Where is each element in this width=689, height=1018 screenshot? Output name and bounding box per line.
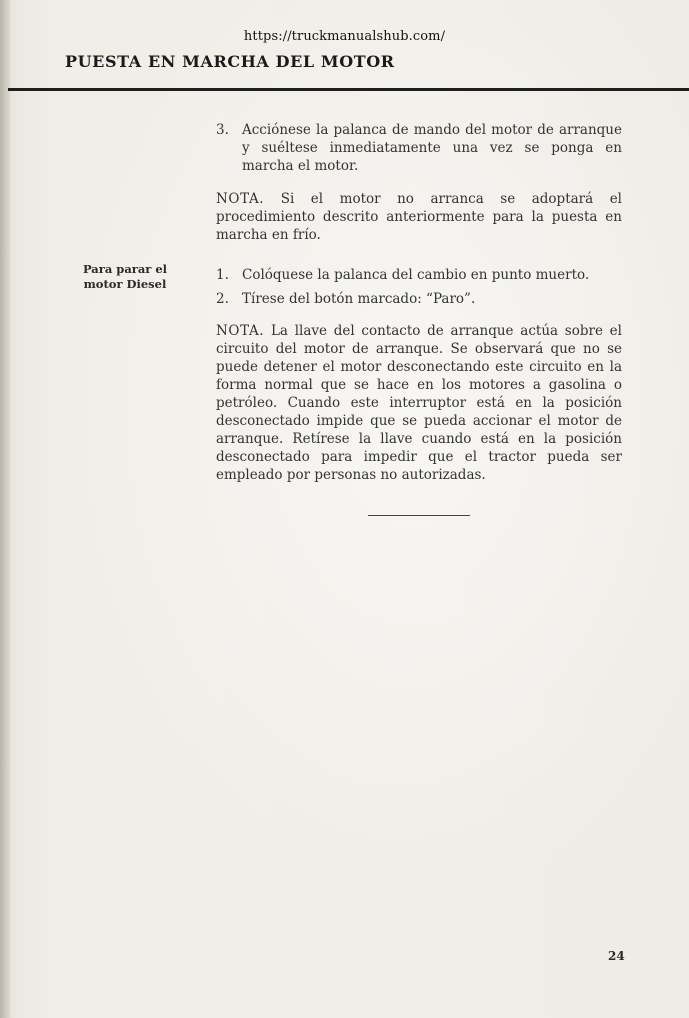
note-ignition-key xyxy=(216,322,622,484)
step-2 xyxy=(216,290,622,308)
note-label: NOTA. xyxy=(216,191,265,207)
header-rule xyxy=(8,88,689,91)
note-text: La llave del contacto de arranque actúa sobre el circuito del motor de arranque. Se observará que no se puede detener el motor desconectando este circuito en la forma normal que se hace en los motores a gasolina o petróleo. Cuando este interruptor está en la posición desconectado impide que se pueda accionar el motor de arranque. Retírese la llave cuando está en la posición desconectado para impedir que el tractor pueda ser empleado por personas no autorizadas. xyxy=(216,323,622,483)
source-url[interactable]: https://truckmanualshub.com/ xyxy=(243,29,446,44)
step-number: 2. xyxy=(216,291,229,307)
step-1 xyxy=(216,266,622,284)
main-text-column xyxy=(216,121,622,484)
page-number: 24 xyxy=(608,949,625,963)
binding-edge xyxy=(0,0,10,1018)
step-number: 1. xyxy=(216,267,229,283)
note-text: Si el motor no arranca se adoptará el procedimiento descrito anteriormente para la puesta en marcha en frío. xyxy=(216,191,622,243)
step-text: Colóquese la palanca del cambio en punto muerto. xyxy=(242,267,590,283)
note-cold-start xyxy=(216,190,622,244)
step-text: Tírese del botón marcado: “Paro”. xyxy=(242,291,476,307)
step-3 xyxy=(216,121,622,175)
step-number: 3. xyxy=(216,122,229,138)
section-end-rule xyxy=(368,515,470,516)
page-title: PUESTA EN MARCHA DEL MOTOR xyxy=(65,52,395,71)
side-heading-stop-diesel: Para parar el motor Diesel xyxy=(82,262,168,291)
step-text: Acciónese la palanca de mando del motor de arranque y suéltese inmediatamente una vez se ponga en marcha el motor. xyxy=(242,122,622,174)
note-label: NOTA. xyxy=(216,323,265,339)
